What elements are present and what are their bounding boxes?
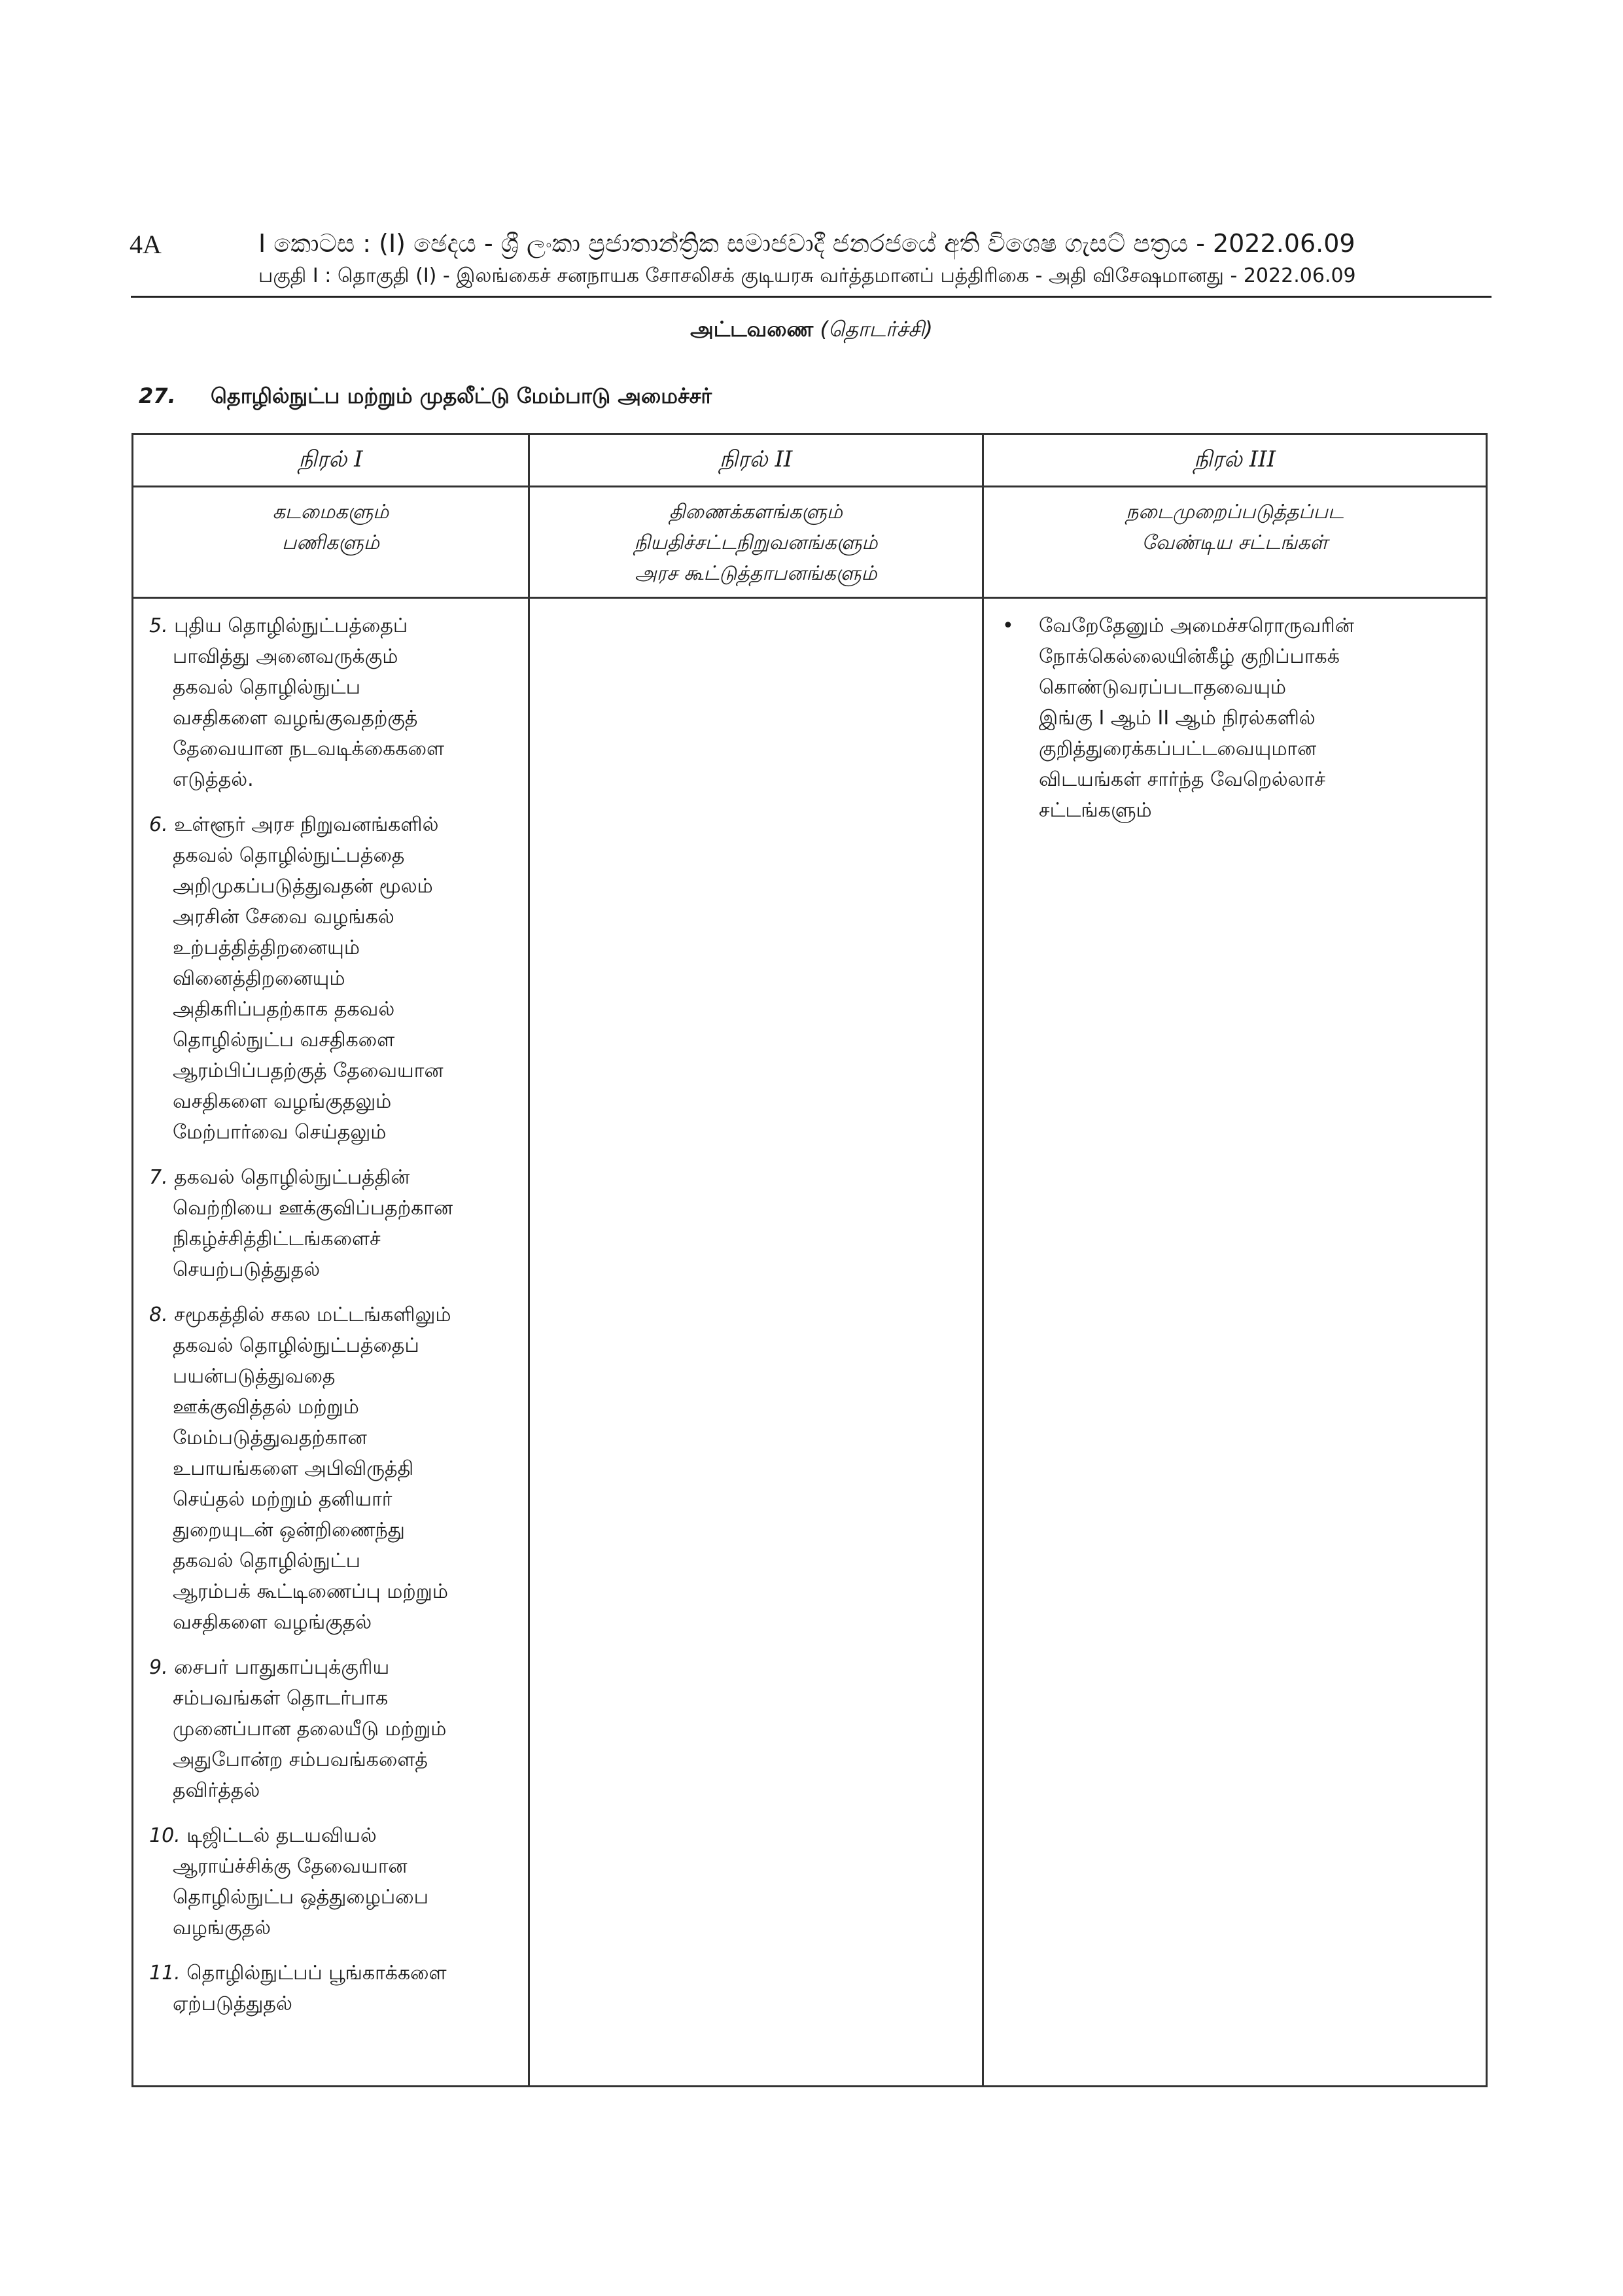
duty-line (149, 1162, 520, 1193)
duty-line: வினைத்திறனையும் (173, 967, 345, 990)
duty-line: ஏற்படுத்துதல் (173, 1992, 292, 2015)
duty-line (149, 1652, 520, 1683)
duty-line: ஆரம்பிப்பதற்குத் தேவையான (173, 1059, 444, 1082)
duty-text: தொழில்நுட்பப் பூங்காக்களை (186, 1962, 447, 1985)
duty-text: டிஜிட்டல் தடயவியல் (186, 1824, 377, 1847)
law-line: கொண்டுவரப்படாதவையும் (1039, 676, 1287, 699)
duty-text: சைபர் பாதுகாப்புக்குரிய (174, 1656, 390, 1679)
duty-line: பயன்படுத்துவதை (173, 1365, 336, 1388)
duty-line: துறையுடன் ஒன்றிணைந்து (173, 1519, 405, 1542)
duty-line (149, 1958, 520, 1988)
duty-line: மேற்பார்வை செய்தலும் (173, 1121, 387, 1144)
ministry-number: 27. (139, 383, 176, 408)
duty-number: 9. (149, 1656, 168, 1679)
duty-item (133, 1162, 528, 1285)
column-title-row (133, 434, 1487, 487)
duty-line: அறிமுகப்படுத்துவதன் மூலம் (173, 875, 433, 898)
duty-text: உள்ளூர் அரச நிறுவனங்களில் (174, 813, 439, 836)
duty-line: அதுபோன்ற சம்பவங்களைத் (173, 1748, 428, 1771)
duty-line: ஆரம்பக் கூட்டிணைப்பு மற்றும் (173, 1580, 448, 1603)
duty-line: உற்பத்தித்திறனையும் (173, 936, 360, 959)
laws-cell (983, 598, 1487, 2087)
column-2-title: நிரல் II (529, 434, 983, 487)
law-line: சட்டங்களும் (1039, 799, 1152, 822)
duty-line: ஆராய்ச்சிக்கு தேவையான (173, 1855, 408, 1878)
ministry-heading (139, 383, 712, 411)
duty-line: முனைப்பான தலையீடு மற்றும் (173, 1718, 447, 1740)
institutions-cell (529, 598, 983, 2087)
duty-line: ஊக்குவித்தல் மற்றும் (173, 1396, 359, 1419)
subtitle-line: திணைக்களங்களும் (669, 501, 843, 523)
duty-line: தகவல் தொழில்நுட்பத்தை (173, 844, 405, 867)
duty-line: வசதிகளை வழங்குதல் (173, 1611, 372, 1634)
subtitle-line: நியதிச்சட்டநிறுவனங்களும் (634, 531, 878, 554)
duty-item (133, 610, 528, 795)
duty-line: தவிர்த்தல் (173, 1779, 260, 1802)
gazette-header-sinhala: I කොටස : (I) ඡෙදය - ශ්‍රී ලංකා ප්‍රජාතාන්ත්‍රික සමාජවාදී ජනරජයේ අති විශෙෂ ගැසට් පත්‍රය - 2022.06.09 (258, 229, 1355, 258)
duty-line (149, 1299, 520, 1330)
law-line: விடயங்கள் சார்ந்த வேறெல்லாச் (1039, 768, 1325, 791)
duty-line: மேம்படுத்துவதற்கான (173, 1426, 367, 1449)
duty-line (149, 1820, 520, 1851)
duty-number: 8. (149, 1303, 168, 1326)
duty-line: வழங்குதல் (173, 1916, 271, 1939)
duty-line: சம்பவங்கள் தொடர்பாக (173, 1687, 389, 1710)
law-line: நோக்கெல்லையின்கீழ் குறிப்பாகக் (1039, 645, 1340, 668)
duty-line: செயற்படுத்துதல் (173, 1258, 321, 1281)
duty-line: தேவையான நடவடிக்கைகளை (173, 737, 445, 760)
duty-line: அரசின் சேவை வழங்கல் (173, 906, 394, 928)
header-divider (131, 296, 1492, 298)
duty-line (149, 809, 520, 840)
column-3-title: நிரல் III (983, 434, 1487, 487)
duty-line: வசதிகளை வழங்குவதற்குத் (173, 707, 418, 730)
duty-item (133, 1820, 528, 1943)
duty-line: தகவல் தொழில்நுட்ப (173, 676, 361, 699)
duty-line: எடுத்தல். (173, 768, 254, 791)
duty-line: தகவல் தொழில்நுட்ப (173, 1549, 361, 1572)
law-bullet-item (984, 610, 1486, 826)
duty-item (133, 1958, 528, 2019)
duty-line: அதிகரிப்பதற்காக தகவல் (173, 998, 395, 1021)
schedule-title-main: அட்டவணை (690, 317, 814, 342)
column-1-title: நிரல் I (133, 434, 529, 487)
duty-line: உபாயங்களை அபிவிருத்தி (173, 1457, 414, 1480)
subtitle-line: பணிகளும் (282, 531, 379, 554)
duty-line: தொழில்நுட்ப ஒத்துழைப்பை (173, 1886, 428, 1909)
schedule-title (0, 317, 1623, 344)
law-text (1039, 610, 1354, 826)
law-line: குறித்துரைக்கப்பட்டவையுமான (1039, 737, 1317, 760)
subtitle-line: நடைமுறைப்படுத்தப்பட (1126, 501, 1344, 523)
subtitle-line: அரச கூட்டுத்தாபனங்களும் (635, 562, 877, 585)
duty-line (149, 610, 520, 641)
bullet-glyph: • (1002, 614, 1014, 637)
schedule-title-suffix: (தொடர்ச்சி) (820, 317, 933, 342)
ministry-name: தொழில்நுட்ப மற்றும் முதலீட்டு மேம்பாடு அமைச்சர் (211, 383, 712, 408)
duty-line: பாவித்து அனைவருக்கும் (173, 645, 398, 668)
schedule-table (131, 433, 1488, 2087)
duty-number: 5. (149, 614, 168, 637)
subtitle-line: வேண்டிய சட்டங்கள் (1142, 531, 1328, 554)
duty-number: 7. (149, 1166, 168, 1189)
page-number: 4A (130, 230, 162, 259)
duty-item (133, 1299, 528, 1638)
subtitle-line: கடமைகளும் (272, 501, 389, 523)
duty-line: தொழில்நுட்ப வசதிகளை (173, 1029, 395, 1051)
column-subtitle-row (133, 487, 1487, 598)
duty-line: வசதிகளை வழங்குதலும் (173, 1090, 392, 1113)
duties-cell (133, 598, 529, 2087)
duty-line: வெற்றியை ஊக்குவிப்பதற்கான (173, 1197, 453, 1220)
duty-line: செய்தல் மற்றும் தனியார் (173, 1488, 393, 1511)
duty-line: நிகழ்ச்சித்திட்டங்களைச் (173, 1227, 381, 1250)
column-2-subtitle (529, 487, 983, 598)
duty-text: சமூகத்தில் சகல மட்டங்களிலும் (174, 1303, 451, 1326)
law-line: இங்கு I ஆம் II ஆம் நிரல்களில் (1039, 707, 1316, 730)
column-1-subtitle (133, 487, 529, 598)
duty-number: 11. (149, 1962, 181, 1985)
content-row (133, 598, 1487, 2087)
duty-line: தகவல் தொழில்நுட்பத்தைப் (173, 1334, 419, 1357)
duty-item (133, 809, 528, 1148)
law-line: வேறேதேனும் அமைச்சரொருவரின் (1039, 614, 1354, 637)
column-3-subtitle (983, 487, 1487, 598)
duty-item (133, 1652, 528, 1806)
duty-text: தகவல் தொழில்நுட்பத்தின் (174, 1166, 410, 1189)
duty-number: 6. (149, 813, 168, 836)
gazette-header-tamil: பகுதி I : தொகுதி (I) - இலங்கைச் சனநாயக சோசலிசக் குடியரசு வர்த்தமானப் பத்திரிகை - அதி விசேஷமானது - 2022.06.09 (258, 264, 1356, 287)
duty-number: 10. (149, 1824, 181, 1847)
duty-text: புதிய தொழில்நுட்பத்தைப் (174, 614, 408, 637)
